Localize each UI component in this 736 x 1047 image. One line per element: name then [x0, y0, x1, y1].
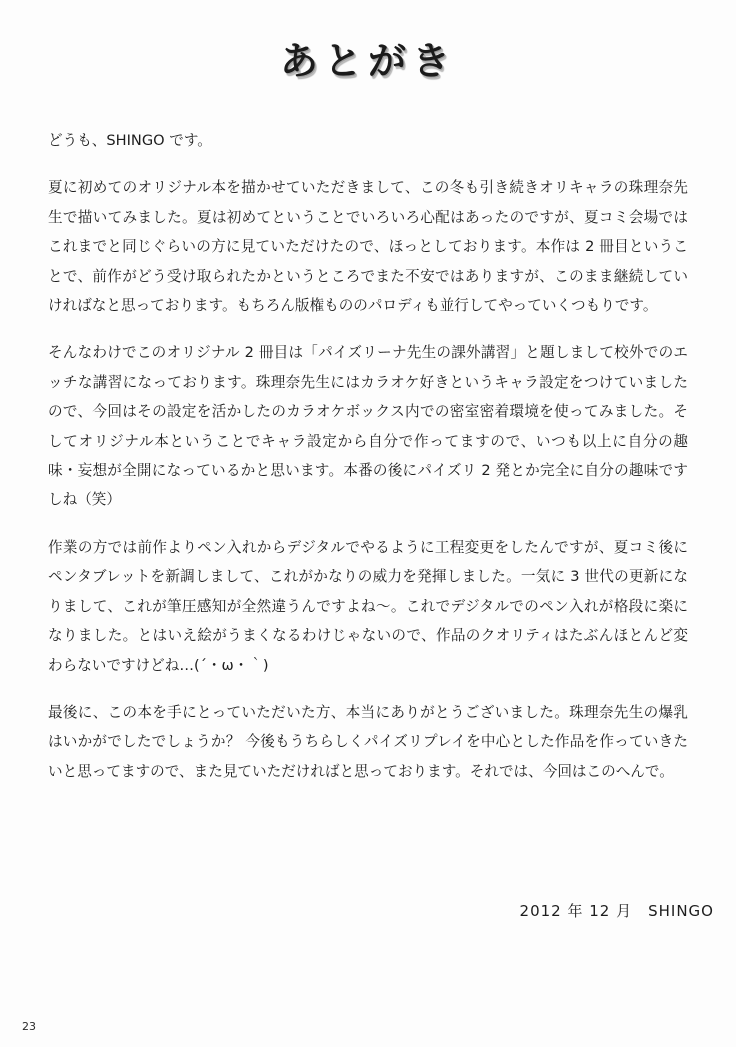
paragraph: 最後に、この本を手にとっていただいた方、本当にありがとうございました。珠理奈先生の爆乳はいかがでしたでしょうか？ 今後もうちらしくパイズリプレイを中心とした作品を作っていきたいと思ってますので、また見ていただければと思っております。それでは、今回はこのへんで。 [48, 703, 688, 780]
paragraph: 作業の方では前作よりペン入れからデジタルでやるように工程変更をしたんですが、夏コミ後にペンタブレットを新調しまして、これがかなりの威力を発揮しました。一気に 3 世代の更新になりまして、これが筆圧感知が全然違うんですよね〜。これでデジタルでのペン入れが格段に楽になりました。とはいえ絵がうまくなるわけじゃないので、作品のクオリティはたぶんほとんど変わらないですけどね…(´・ω・｀) [48, 538, 688, 674]
author-signature: 2012 年 12 月 SHINGO [519, 902, 714, 920]
page-title: あとがき [279, 39, 456, 83]
paragraph: 夏に初めてのオリジナル本を描かせていただきまして、この冬も引き続きオリキャラの珠理奈先生で描いてみました。夏は初めてということでいろいろ心配はあったのですが、夏コミ会場ではこれまでと同じぐらいの方に見ていただけたので、ほっとしております。本作は 2 冊目ということで、前作がどう受け取られたかというところでまた不安ではありますが、このまま継続していければなと思っております。もちろん版権もののパロディも並行してやっていくつもりです。 [48, 179, 688, 315]
page-number: 23 [22, 1020, 36, 1033]
paragraph: そんなわけでこのオリジナル 2 冊目は「パイズリーナ先生の課外講習」と題しまして校外でのエッチな講習になっております。珠理奈先生にはカラオケ好きというキャラ設定をつけていましたので、今回はその設定を活かしたのカラオケボックス内での密室密着環境を使ってみました。そしてオリジナル本ということでキャラ設定から自分で作ってますので、いつも以上に自分の趣味・妄想が全開になっているかと思います。本番の後にパイズリ 2 発とか完全に自分の趣味ですしね（笑） [48, 344, 688, 509]
afterword-body [48, 126, 688, 786]
paragraph: どうも、SHINGO です。 [48, 132, 212, 149]
